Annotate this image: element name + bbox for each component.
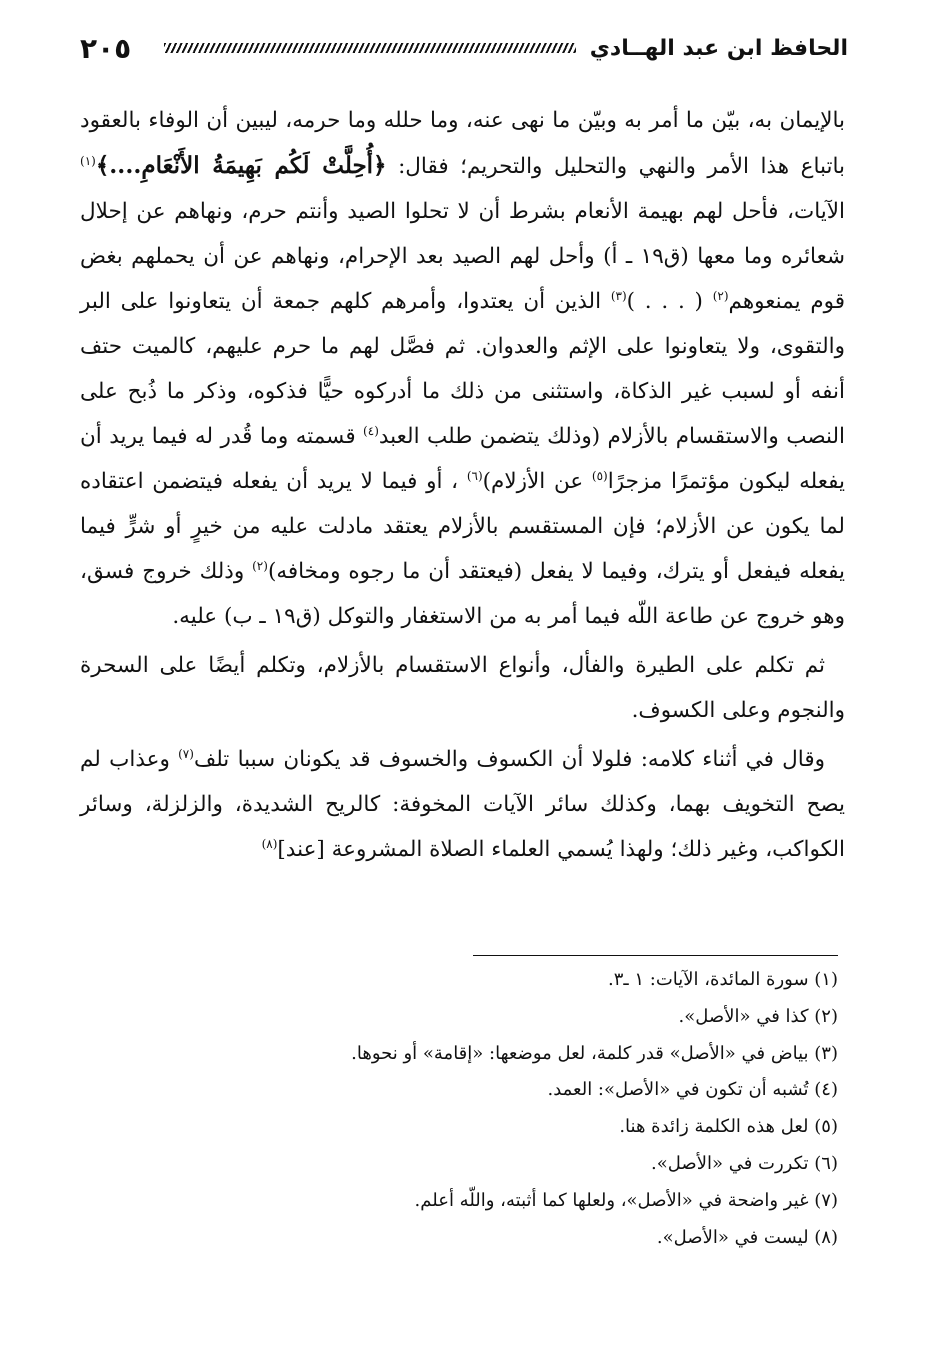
footnote-item: (٣) بياض في «الأصل» قدر كلمة، لعل موضعها: «إقامة» أو نحوها. — [351, 1042, 838, 1064]
footnote-item: (٧) غير واضحة في «الأصل»، ولعلها كما أثبته، واللّه أعلم. — [414, 1189, 838, 1211]
text-run: وقال في أثناء كلامه: فلولا أن الكسوف والخسوف قد يكونان سببا تلف — [193, 747, 825, 772]
footnote-ref: (٦) — [466, 468, 483, 483]
body-text — [80, 98, 845, 872]
page-header — [80, 28, 848, 68]
footnote-ref: (١) — [80, 153, 96, 168]
text-run: قسمته وما قُدر له فيما يريد أن يفعله ليكون مؤتمرًا مزجرًا — [80, 424, 845, 494]
page-number: ٢٠٥ — [80, 31, 132, 65]
footnote-ref: (٤) — [363, 423, 379, 438]
text-run: بالإيمان به، بيّن ما أمر به وبيّن ما نهى عنه، وما حلله وما حرمه، ليبين أن الوفاء بالعقود باتباع هذا الأمر والنهي والتحليل والتحريم؛ فقال: — [80, 108, 846, 179]
footnote-item: (٥) لعل هذه الكلمة زائدة هنا. — [619, 1116, 838, 1138]
footnote-ref: (٣) — [610, 288, 627, 303]
text-run: ( . . . ) — [626, 289, 713, 314]
header-rule — [164, 43, 576, 53]
footnote-item: (٨) ليست في «الأصل». — [656, 1226, 838, 1248]
text-run: ، أو فيما لا يريد أن يفعله فيتضمن اعتقاده لما يكون عن الأزلام؛ فإن المستقسم بالأزلام يعتقد مادلت عليه من خيرٍ أو شرٍّ فيما يفعله فيفعل أو يترك، وفيما لا يفعل (فيعتقد أن ما رجوه ومخافه) — [80, 469, 845, 584]
text-run: وعذاب لم يصح التخويف بهما، وكذلك سائر الآيات المخوفة: كالريح الشديدة، والزلزلة، وسائر الكواكب، وغير ذلك؛ ولهذا يُسمي العلماء الصلاة المشروعة [عند] — [80, 747, 845, 862]
paragraph-3 — [80, 737, 845, 872]
text-run: وذلك خروج فسق، وهو خروج عن طاعة اللّه فيما أمر به من الاستغفار والتوكل (ق١٩ ـ ب) عليه. — [80, 559, 845, 629]
footnote-item: (١) سورة المائدة، الآيات: ١ ـ٣. — [607, 969, 838, 990]
footnote-ref: (٨) — [261, 836, 278, 851]
footnote-ref: (٢) — [252, 558, 268, 573]
paragraph-2: ثم تكلم على الطيرة والفأل، وأنواع الاستقسام بالأزلام، وتكلم أيضًا على السحرة والنجوم وعلى الكسوف. — [80, 653, 845, 723]
footnote-ref: (٧) — [178, 746, 194, 761]
footnote-item: (٢) كذا في «الأصل». — [678, 1005, 838, 1027]
text-run: الآيات، فأحل لهم بهيمة الأنعام بشرط أن لا تحلوا الصيد وأنتم حرم، ونهاهم عن إحلال شعائره وما معها (ق١٩ ـ أ) وأحل لهم الصيد بعد الإحرام، ونهاهم عن أن يحملهم بغض قوم يمنعوهم — [80, 199, 846, 314]
footnote-ref: (٥) — [591, 468, 608, 483]
footnote-divider — [473, 955, 838, 956]
quran-verse: ﴿أُحِلَّتْ لَكُم بَهِيمَةُ الأَنْعَامِ....﴾ — [95, 152, 387, 179]
text-run: الذين أن يعتدوا، وأمرهم كلهم جمعة أن يتعاونوا على البر والتقوى، ولا يتعاونوا على الإثم والعدوان. ثم فصَّل لهم ما حرم عليهم، كالميت حتف أنفه أو لسبب غير الذكاة، واستثنى من ذلك ما أدركوه حيًّا فذكوه، وذكر ما ذُبح على النصب والاستقسام بالأزلام (وذلك يتضمن طلب العبد — [80, 289, 845, 449]
footnote-item: (٦) تكررت في «الأصل». — [651, 1152, 838, 1174]
footnotes-list — [80, 962, 838, 1256]
running-title: الحافظ ابن عبد الهــادي — [589, 35, 848, 61]
footnote-ref: (٢) — [712, 288, 729, 303]
text-run: عن الأزلام) — [482, 469, 592, 494]
footnote-item: (٤) تُشبه أن تكون في «الأصل»: العمد. — [547, 1079, 838, 1101]
paragraph-1 — [80, 98, 845, 639]
